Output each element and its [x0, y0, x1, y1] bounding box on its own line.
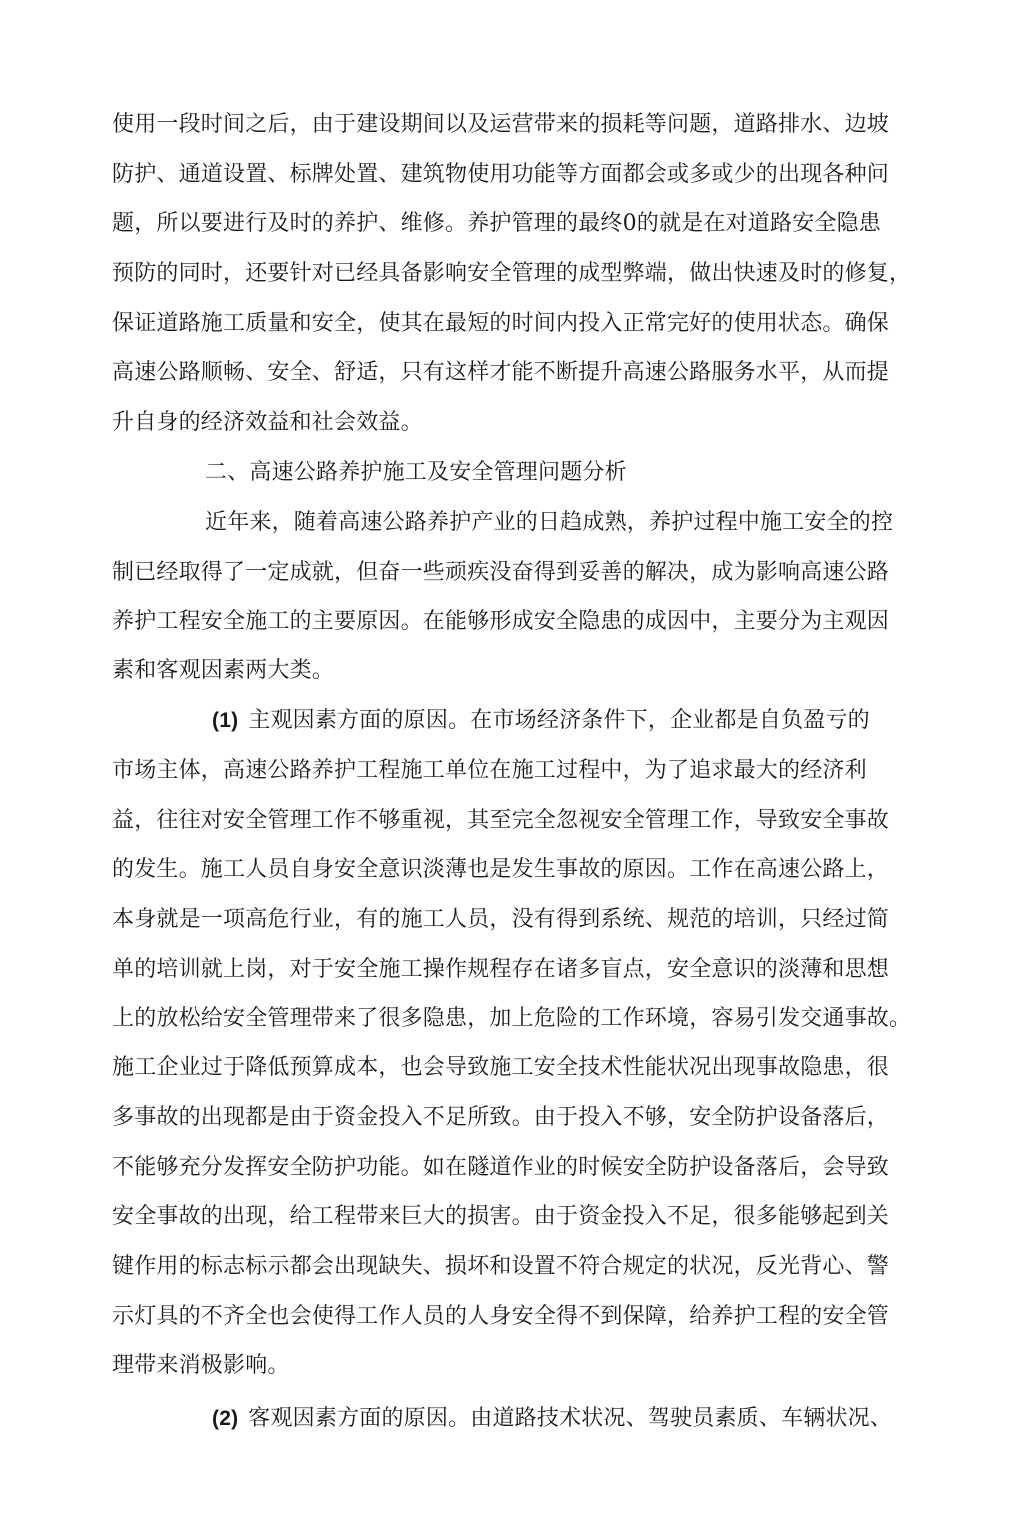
paragraph-2-line: 近年来，随着高速公路养护产业的日趋成熟，养护过程中施工安全的控	[205, 510, 894, 535]
item-1-line: 施工企业过于降低预算成本，也会导致施工安全技术性能状况出现事故隐患，很	[112, 1055, 890, 1080]
paragraph-1-line: 防护、通道设置、标牌处置、建筑物使用功能等方面都会或多或少的出现各种问	[112, 162, 890, 187]
item-1-line: 的发生。施工人员自身安全意识淡薄也是发生事故的原因。工作在高速公路上，	[112, 857, 890, 882]
section-heading: 二、高速公路养护施工及安全管理问题分析	[205, 460, 627, 485]
paragraph-2-line: 制已经取得了一定成就，但奋一些顽疾没奋得到妥善的解决，成为影响高速公路	[112, 560, 890, 585]
item-2-first-line	[212, 1404, 892, 1434]
paragraph-1-line: 预防的同时，还要针对已经具备影响安全管理的成型弊端，做出快速及时的修复，	[112, 261, 912, 286]
paragraph-1-line: 题，所以要进行及时的养护、维修。养护管理的最终0的就是在对道路安全隐患	[112, 211, 881, 236]
item-1-line: 键作用的标志标示都会出现缺失、损坏和设置不符合规定的状况，反光背心、警	[112, 1254, 890, 1279]
paragraph-1-line: 升自身的经济效益和社会效益。	[112, 410, 423, 435]
paragraph-1-line: 使用一段时间之后，由于建设期间以及运营带来的损耗等问题，道路排水、边坡	[112, 112, 890, 137]
paragraph-1-line: 高速公路顺畅、安全、舒适，只有这样才能不断提升高速公路服务水平，从而提	[112, 360, 890, 385]
item-1-line: 安全事故的出现，给工程带来巨大的损害。由于资金投入不足，很多能够起到关	[112, 1204, 890, 1229]
item-1-first-line	[212, 706, 870, 736]
item-1-text: 主观因素方面的原因。在市场经济条件下，企业都是自负盈亏的	[248, 708, 870, 733]
item-1-line: 上的放松给安全管理带来了很多隐患，加上危险的工作环境，容易引发交通事故。	[112, 1006, 912, 1031]
paragraph-2-line: 素和客观因素两大类。	[112, 658, 335, 683]
item-1-number: (1)	[212, 709, 239, 732]
item-1-line: 本身就是一项高危行业，有的施工人员，没有得到系统、规范的培训，只经过简	[112, 907, 890, 932]
item-1-line: 市场主体，高速公路养护工程施工单位在施工过程中，为了追求最大的经济利	[112, 758, 867, 783]
item-1-line: 不能够充分发挥安全防护功能。如在隧道作业的时候安全防护设备落后，会导致	[112, 1155, 890, 1180]
paragraph-2-line: 养护工程安全施工的主要原因。在能够形成安全隐患的成因中，主要分为主观因	[112, 609, 890, 634]
item-2-text: 客观因素方面的原因。由道路技术状况、驾驶员素质、车辆状况、	[248, 1406, 893, 1431]
item-1-line: 多事故的出现都是由于资金投入不足所致。由于投入不够，安全防护设备落后，	[112, 1105, 890, 1130]
item-1-line: 示灯具的不齐全也会使得工作人员的人身安全得不到保障，给养护工程的安全管	[112, 1304, 890, 1329]
paragraph-1-line: 保证道路施工质量和安全，使其在最短的时间内投入正常完好的使用状态。确保	[112, 311, 890, 336]
item-1-line: 益，往往对安全管理工作不够重视，其至完全忽视安全管理工作，导致安全事故	[112, 808, 890, 833]
item-1-line: 单的培训就上岗，对于安全施工操作规程存在诸多盲点，安全意识的淡薄和思想	[112, 957, 890, 982]
item-1-line: 理带来消极影响。	[112, 1353, 290, 1378]
item-2-number: (2)	[212, 1407, 239, 1430]
